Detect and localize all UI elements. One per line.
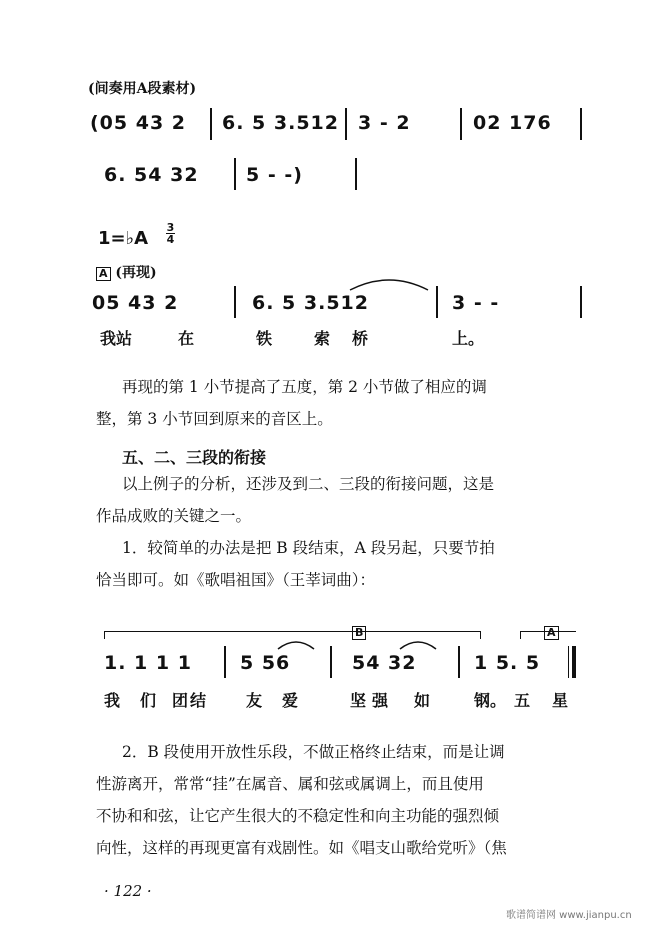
lyric-word: 铁 [256, 329, 273, 348]
example-measure-2: 5 56 [240, 652, 291, 674]
watermark: 歌谱简谱网 www.jianpu.cn [506, 910, 632, 921]
bracket-end [520, 631, 521, 639]
section-marker-a: A [96, 267, 111, 281]
slur-mark [348, 274, 430, 292]
lyric-word: 钢。 [474, 691, 507, 710]
double-bar-thin [568, 646, 569, 678]
bracket-line [104, 631, 480, 632]
bar-line [580, 286, 582, 318]
interlude-measure-4: 02 176 [473, 112, 552, 134]
lyric-word: 们 [140, 691, 157, 710]
section-a-label: (再现) [115, 265, 157, 281]
lyric-word: 友 [246, 691, 263, 710]
lyric-word: 坚强 [350, 691, 395, 710]
bar-line [460, 108, 462, 140]
bracket-end [104, 631, 105, 639]
lyric-word: 星 [552, 691, 569, 710]
bar-line [224, 646, 226, 678]
interlude-label: (间奏用A段素材) [88, 81, 197, 97]
example-measure-3: 54 32 [352, 652, 417, 674]
lyric-word: 我 [104, 691, 121, 710]
section-marker-b-wrap [352, 621, 366, 640]
lyric-word: 爱 [282, 691, 299, 710]
bracket-end [480, 631, 481, 639]
lyric-word: 上。 [452, 329, 485, 348]
lyric-word: 如 [414, 691, 431, 710]
paragraph-line: 性游离开，常常“挂”在属音、属和弦或属调上，而且使用 [96, 775, 484, 793]
lyric-word: 我站 [100, 329, 133, 348]
interlude-measure-5: 6. 54 32 [104, 164, 199, 186]
double-bar-thick [572, 646, 576, 678]
bar-line [355, 158, 357, 190]
section-a-measure-1: 05 43 2 [92, 292, 179, 314]
slur-mark [398, 637, 438, 651]
bar-line [234, 158, 236, 190]
section-marker-a2-wrap [544, 621, 559, 640]
paragraph-line: 1．较简单的办法是把 B 段结束，A 段另起，只要节拍 [122, 539, 495, 557]
bar-line [234, 286, 236, 318]
lyric-word: 索桥 [314, 329, 391, 348]
example-measure-4: 1 5. 5 [474, 652, 541, 674]
lyric-word: 五 [514, 691, 531, 710]
section-a-measure-3: 3 - - [452, 292, 500, 314]
paragraph-line: 以上例子的分析，还涉及到二、三段的衔接问题，这是 [122, 475, 495, 493]
slur-mark [276, 637, 316, 651]
interlude-measure-2: 6. 5 3.512 [222, 112, 339, 134]
section-marker-b: B [352, 626, 366, 640]
time-signature-bottom: 4 [166, 233, 175, 246]
lyric-word: 团结 [172, 691, 209, 710]
paragraph-line: 整，第 3 小节回到原来的音区上。 [96, 410, 333, 428]
paragraph-line: 再现的第 1 小节提高了五度，第 2 小节做了相应的调 [122, 378, 487, 396]
page-number: · 122 · [104, 882, 152, 900]
paragraph-line: 不协和和弦，让它产生很大的不稳定性和向主功能的强烈倾 [96, 807, 500, 825]
bar-line [330, 646, 332, 678]
interlude-measure-1: (05 43 2 [90, 112, 187, 134]
paragraph-line: 2．B 段使用开放性乐段，不做正格终止结束，而是让调 [122, 743, 505, 761]
paragraph-line: 作品成败的关键之一。 [96, 507, 252, 525]
key-signature: 1=♭A [98, 228, 149, 249]
paragraph-line: 向性，这样的再现更富有戏剧性。如《唱支山歌给党听》（焦 [96, 839, 507, 857]
interlude-measure-6: 5 - -) [246, 164, 303, 186]
example-measure-1: 1. 1 1 1 [104, 652, 192, 674]
bar-line [580, 108, 582, 140]
time-signature-top: 3 [166, 221, 175, 234]
section-a-measure-2: 6. 5 3.512 [252, 292, 369, 314]
lyric-word: 在 [178, 329, 195, 348]
section-marker-a2: A [544, 626, 559, 640]
time-signature [166, 222, 175, 245]
bar-line [458, 646, 460, 678]
bar-line [436, 286, 438, 318]
bar-line [345, 108, 347, 140]
interlude-measure-3: 3 - 2 [358, 112, 411, 134]
paragraph-line: 恰当即可。如《歌唱祖国》（王莘词曲）： [96, 571, 376, 589]
bar-line [210, 108, 212, 140]
section-heading: 五、二、三段的衔接 [122, 448, 267, 467]
section-a-heading [96, 262, 157, 282]
